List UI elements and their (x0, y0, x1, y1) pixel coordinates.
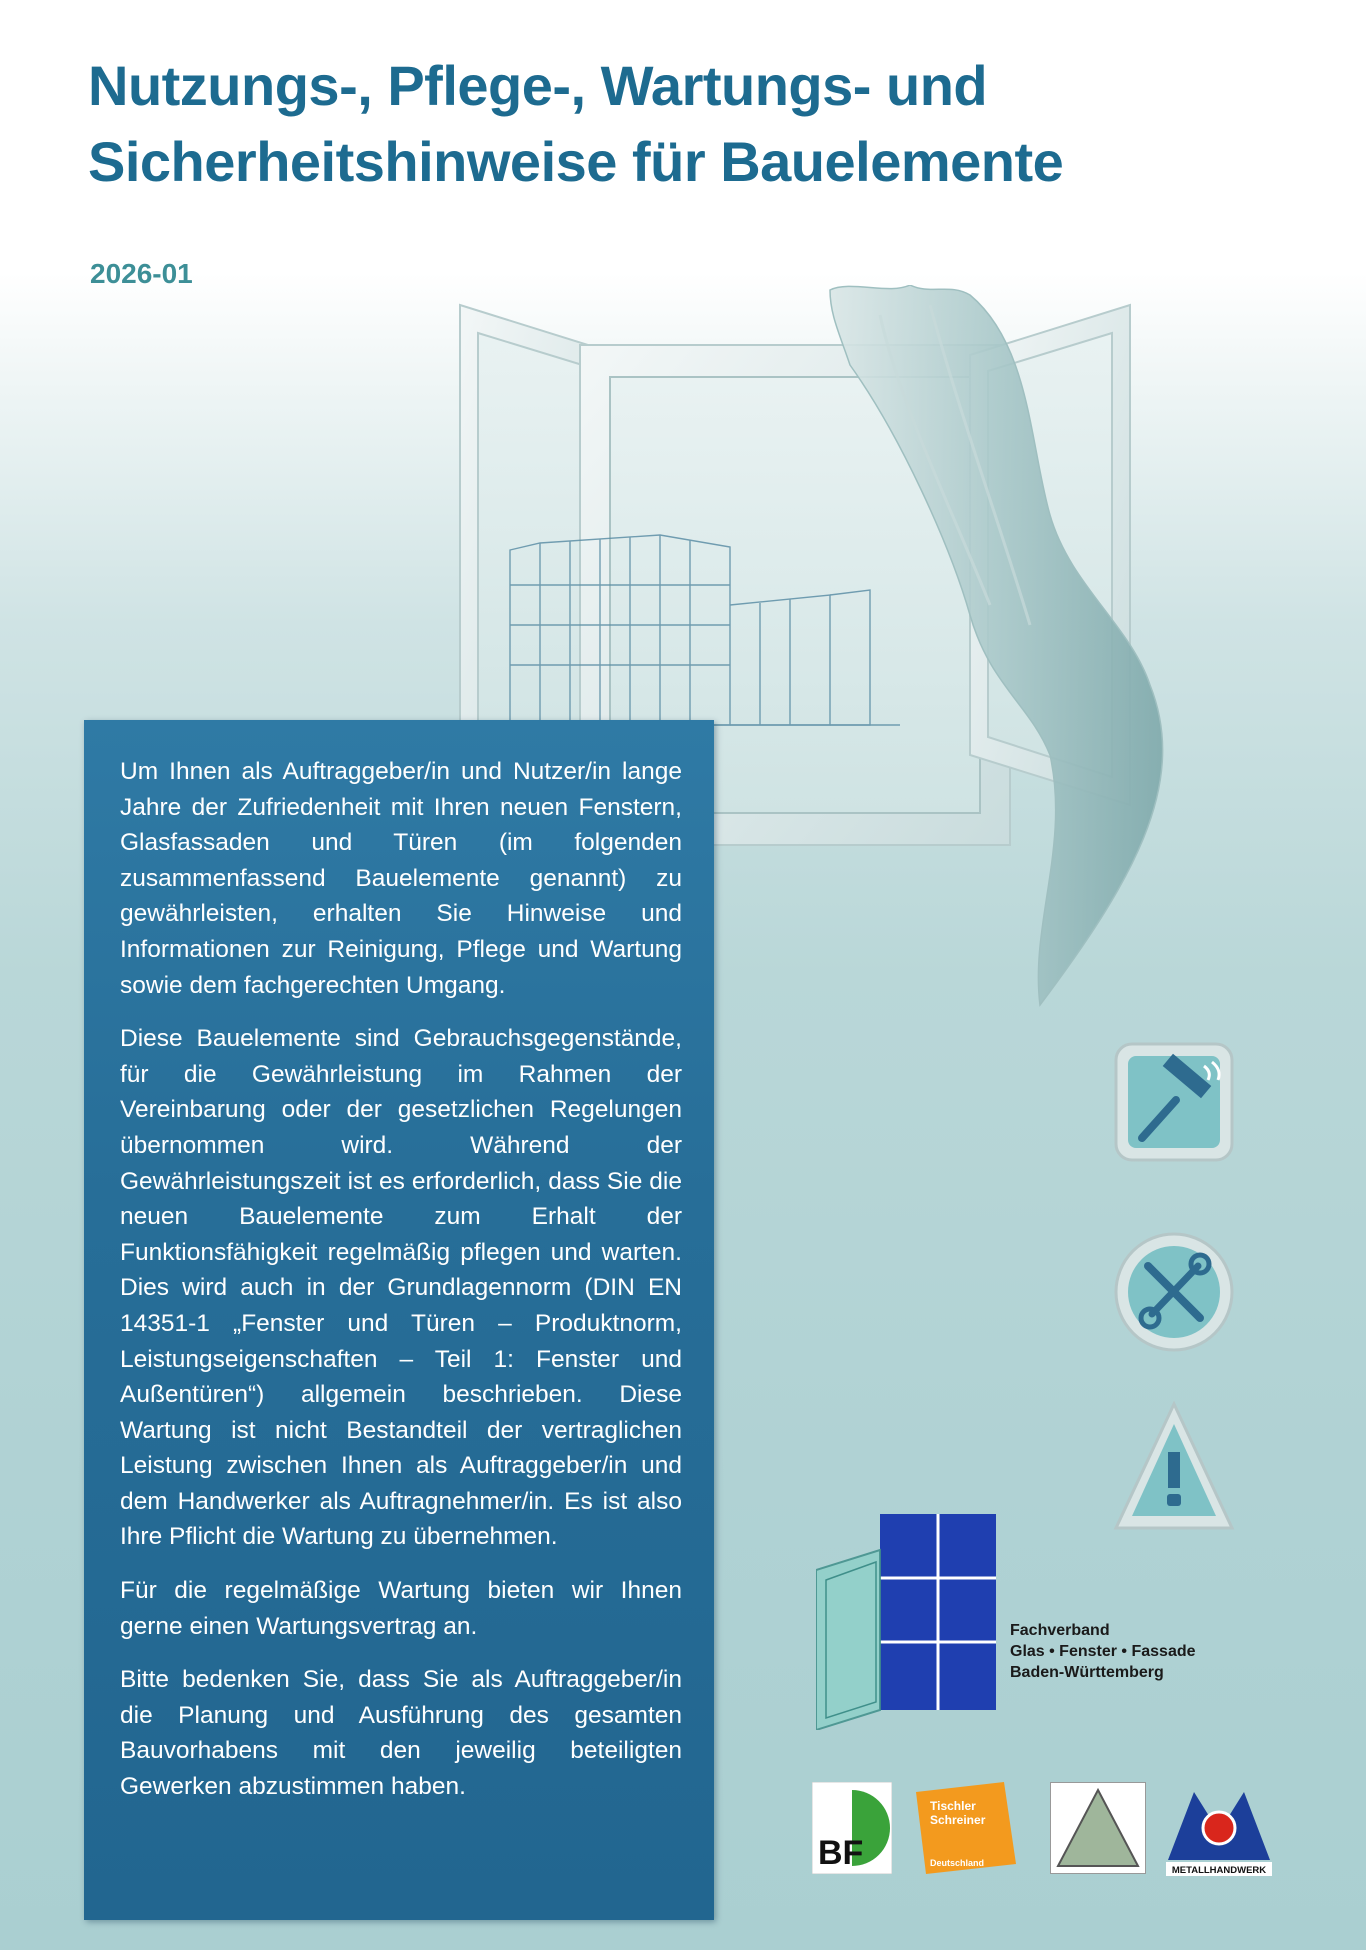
metallhandwerk-logo (1164, 1782, 1274, 1878)
warning-triangle-icon (1112, 1400, 1236, 1534)
squeegee-cleaning-icon (1112, 1040, 1236, 1164)
warranty-paragraph: Diese Bauelemente sind Gebrauchsgegenstände, für die Gewährleistung im Rahmen der Vereinbarung oder der gesetzlichen Regelungen übernommen wird. Während der Gewährleistungszeit ist es erforderlich, dass Sie die neuen Bauelemente zum Erhalt der Funktionsfähigkeit regelmäßig pflegen und warten. Dies wird auch in der Grundlagennorm (DIN EN 14351-1 „Fenster und Türen – Produktnorm, Leistungseigenschaften – Teil 1: Fenster und Außentüren“) allgemein beschrieben. Diese Wartung ist nicht Bestandteil der vertraglichen Leistung zwischen Ihnen als Auftraggeber/in und dem Handwerker als Auftragnehmer/in. Es ist also Ihre Pflicht die Wartung zu übernehmen. (120, 1025, 682, 1551)
planning-paragraph: Bitte bedenken Sie, dass Sie als Auftraggeber/in die Planung und Ausführung des gesamten Bauvorhabens mit den jeweilig beteiligten Gewerken abzustimmen haben. (120, 1666, 682, 1801)
deutschland-text: Deutschland (930, 1858, 985, 1868)
bf-logo-text: BF (818, 1834, 864, 1872)
association-line-1: Fachverband (1010, 1622, 1110, 1639)
association-line-2: Glas • Fenster • Fassade (1010, 1643, 1196, 1660)
triangle-association-logo (1050, 1782, 1146, 1874)
info-text-panel (84, 720, 714, 1920)
page-title (88, 48, 1268, 200)
association-line-3: Baden-Württemberg (1010, 1664, 1164, 1681)
title-line-2: Sicherheitshinweise für Bauelemente (88, 130, 1064, 193)
schreiner-text: Schreiner (930, 1813, 986, 1827)
tischler-schreiner-logo (916, 1782, 1016, 1874)
title-line-1: Nutzungs-, Pflege-, Wartungs- und (88, 54, 988, 117)
contract-paragraph: Für die regelmäßige Wartung bieten wir Ihnen gerne einen Wartungsvertrag an. (120, 1577, 682, 1640)
partner-logo-row (812, 1782, 1282, 1882)
fachverband-logo (816, 1490, 996, 1730)
tischler-text: Tischler (930, 1799, 976, 1813)
edition-label: 2026-01 (90, 258, 193, 289)
association-name (1010, 1620, 1196, 1683)
bf-logo (812, 1782, 892, 1874)
screwdriver-wrench-icon (1112, 1230, 1236, 1354)
metallhandwerk-text: METALLHANDWERK (1171, 1865, 1267, 1876)
intro-paragraph: Um Ihnen als Auftraggeber/in und Nutzer/in lange Jahre der Zufriedenheit mit Ihren neuen Fenstern, Glasfassaden und Türen (im folgenden zusammenfassend Bauelemente genannt) zu gewährleisten, erhalten Sie Hinweise und Informationen zur Reinigung, Pflege und Wartung sowie dem fachgerechten Umgang. (120, 758, 682, 999)
